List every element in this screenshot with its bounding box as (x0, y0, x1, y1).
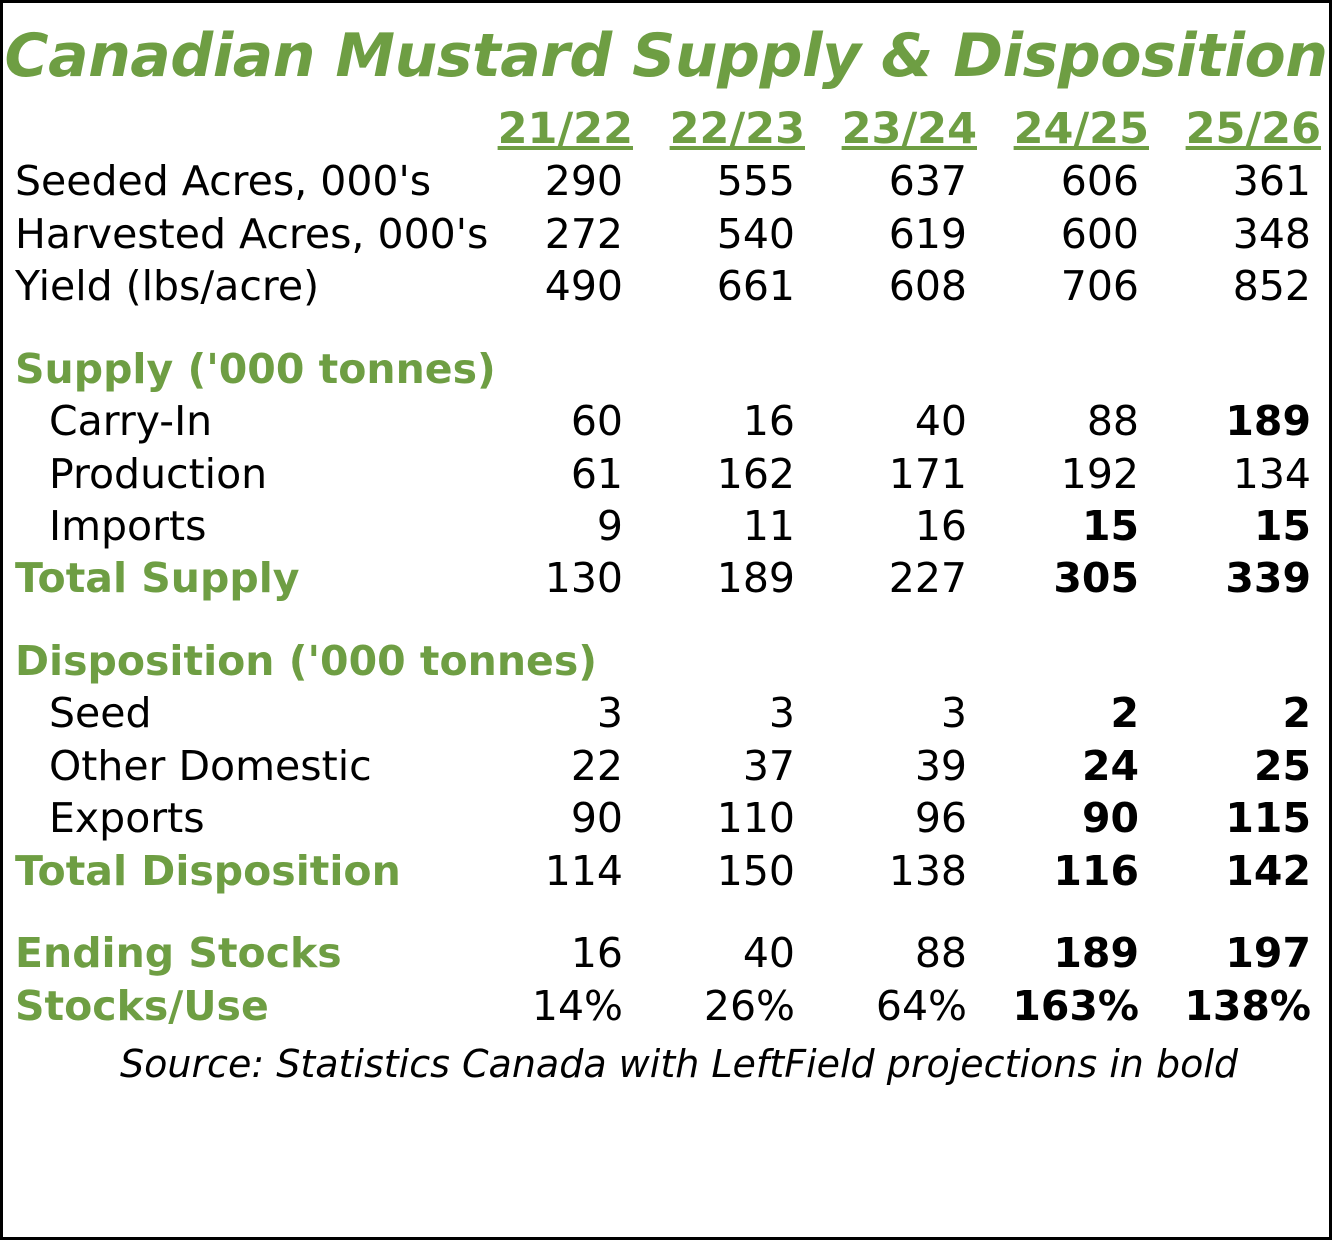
cell-value: 16 (914, 501, 967, 550)
table-row (3, 208, 1332, 260)
cell-value: 90 (1081, 794, 1139, 843)
cell-value: 197 (1225, 929, 1311, 978)
supply-disposition-table (3, 105, 1332, 1032)
cell-value: 37 (742, 741, 795, 790)
table-row (3, 155, 1332, 207)
cell-value: 272 (544, 209, 623, 258)
row-label: Ending Stocks (15, 929, 342, 978)
table-body (3, 155, 1332, 1032)
cell-value: 852 (1232, 262, 1311, 311)
cell-value: 96 (914, 794, 967, 843)
column-header-25-26: 25/26 (1185, 104, 1321, 154)
page-title: Canadian Mustard Supply & Disposition (4, 21, 1328, 91)
column-header-21-22: 21/22 (497, 104, 633, 154)
cell-value: 90 (570, 794, 623, 843)
column-header-24-25: 24/25 (1013, 104, 1149, 154)
cell-value: 138% (1184, 981, 1311, 1030)
table-row (3, 792, 1332, 844)
cell-value: 361 (1232, 157, 1311, 206)
cell-value: 706 (1060, 262, 1139, 311)
cell-value: 60 (570, 397, 623, 446)
cell-value: 115 (1225, 794, 1311, 843)
cell-value: 3 (768, 689, 795, 738)
row-label: Total Disposition (15, 846, 401, 895)
cell-value: 130 (544, 554, 623, 603)
cell-value: 61 (570, 449, 623, 498)
cell-value: 540 (716, 209, 795, 258)
column-header-23-24: 23/24 (841, 104, 977, 154)
table-header (3, 105, 1332, 155)
spacer-cell (3, 897, 1332, 927)
cell-value: 2 (1282, 689, 1311, 738)
row-label: Harvested Acres, 000's (15, 209, 489, 258)
table-row (3, 343, 1332, 395)
cell-value (989, 343, 1161, 395)
cell-value: 39 (914, 741, 967, 790)
cell-value: 24 (1081, 741, 1139, 790)
row-label: Imports (49, 501, 207, 550)
cell-value: 134 (1232, 449, 1311, 498)
cell-value: 26% (703, 981, 795, 1030)
cell-value: 142 (1225, 846, 1311, 895)
table-row (3, 448, 1332, 500)
cell-value (645, 635, 817, 687)
cell-value: 619 (888, 209, 967, 258)
cell-value: 227 (888, 554, 967, 603)
cell-value: 600 (1060, 209, 1139, 258)
cell-value: 3 (596, 689, 623, 738)
table-row (3, 687, 1332, 739)
table-row-spacer (3, 605, 1332, 635)
row-label: Yield (lbs/acre) (15, 262, 320, 311)
cell-value: 348 (1232, 209, 1311, 258)
cell-value: 40 (914, 397, 967, 446)
cell-value: 661 (716, 262, 795, 311)
table-row (3, 845, 1332, 897)
cell-value: 16 (570, 929, 623, 978)
column-header-22-23: 22/23 (669, 104, 805, 154)
row-label: Carry-In (49, 397, 213, 446)
cell-value: 11 (742, 501, 795, 550)
cell-value: 150 (716, 846, 795, 895)
cell-value: 608 (888, 262, 967, 311)
cell-value (817, 635, 989, 687)
table-row (3, 635, 1332, 687)
cell-value: 110 (716, 794, 795, 843)
table-row-spacer (3, 313, 1332, 343)
cell-value: 25 (1253, 741, 1311, 790)
cell-value (817, 343, 989, 395)
row-label: Total Supply (15, 554, 300, 603)
cell-value: 15 (1253, 501, 1311, 550)
spacer-cell (3, 605, 1332, 635)
cell-value (1161, 635, 1332, 687)
spacer-cell (3, 313, 1332, 343)
cell-value: 22 (570, 741, 623, 790)
row-label: Seed (49, 689, 152, 738)
cell-value: 16 (742, 397, 795, 446)
cell-value (473, 343, 645, 395)
cell-value: 637 (888, 157, 967, 206)
cell-value: 189 (1225, 397, 1311, 446)
source-note: Source: Statistics Canada with LeftField projections in bold (119, 1042, 1239, 1087)
table-row (3, 260, 1332, 312)
cell-value: 2 (1110, 689, 1139, 738)
cell-value: 14% (531, 981, 623, 1030)
cell-value: 555 (716, 157, 795, 206)
cell-value: 290 (544, 157, 623, 206)
cell-value: 64% (875, 981, 967, 1030)
row-label: Supply ('000 tonnes) (15, 344, 496, 393)
cell-value: 192 (1060, 449, 1139, 498)
cell-value: 116 (1053, 846, 1139, 895)
cell-value: 162 (716, 449, 795, 498)
row-label: Exports (49, 794, 205, 843)
cell-value: 3 (940, 689, 967, 738)
table-row-spacer (3, 897, 1332, 927)
table-row (3, 927, 1332, 979)
row-label: Stocks/Use (15, 981, 269, 1030)
row-label: Seeded Acres, 000's (15, 157, 432, 206)
table-row (3, 980, 1332, 1032)
row-label: Disposition ('000 tonnes) (15, 636, 597, 685)
cell-value: 305 (1053, 554, 1139, 603)
cell-value: 339 (1225, 554, 1311, 603)
table-row (3, 740, 1332, 792)
header-corner (3, 105, 473, 155)
row-label: Production (49, 449, 268, 498)
cell-value: 163% (1012, 981, 1139, 1030)
cell-value: 189 (716, 554, 795, 603)
table-row (3, 500, 1332, 552)
cell-value (989, 635, 1161, 687)
table-header-row (3, 105, 1332, 155)
cell-value: 114 (544, 846, 623, 895)
cell-value: 171 (888, 449, 967, 498)
cell-value (645, 343, 817, 395)
cell-value: 606 (1060, 157, 1139, 206)
row-label: Other Domestic (49, 741, 372, 790)
table-row (3, 395, 1332, 447)
cell-value: 490 (544, 262, 623, 311)
table-row (3, 552, 1332, 604)
cell-value (1161, 343, 1332, 395)
cell-value: 15 (1081, 501, 1139, 550)
cell-value: 189 (1053, 929, 1139, 978)
cell-value: 88 (914, 929, 967, 978)
cell-value: 88 (1086, 397, 1139, 446)
cell-value: 138 (888, 846, 967, 895)
cell-value: 40 (742, 929, 795, 978)
cell-value: 9 (596, 501, 623, 550)
